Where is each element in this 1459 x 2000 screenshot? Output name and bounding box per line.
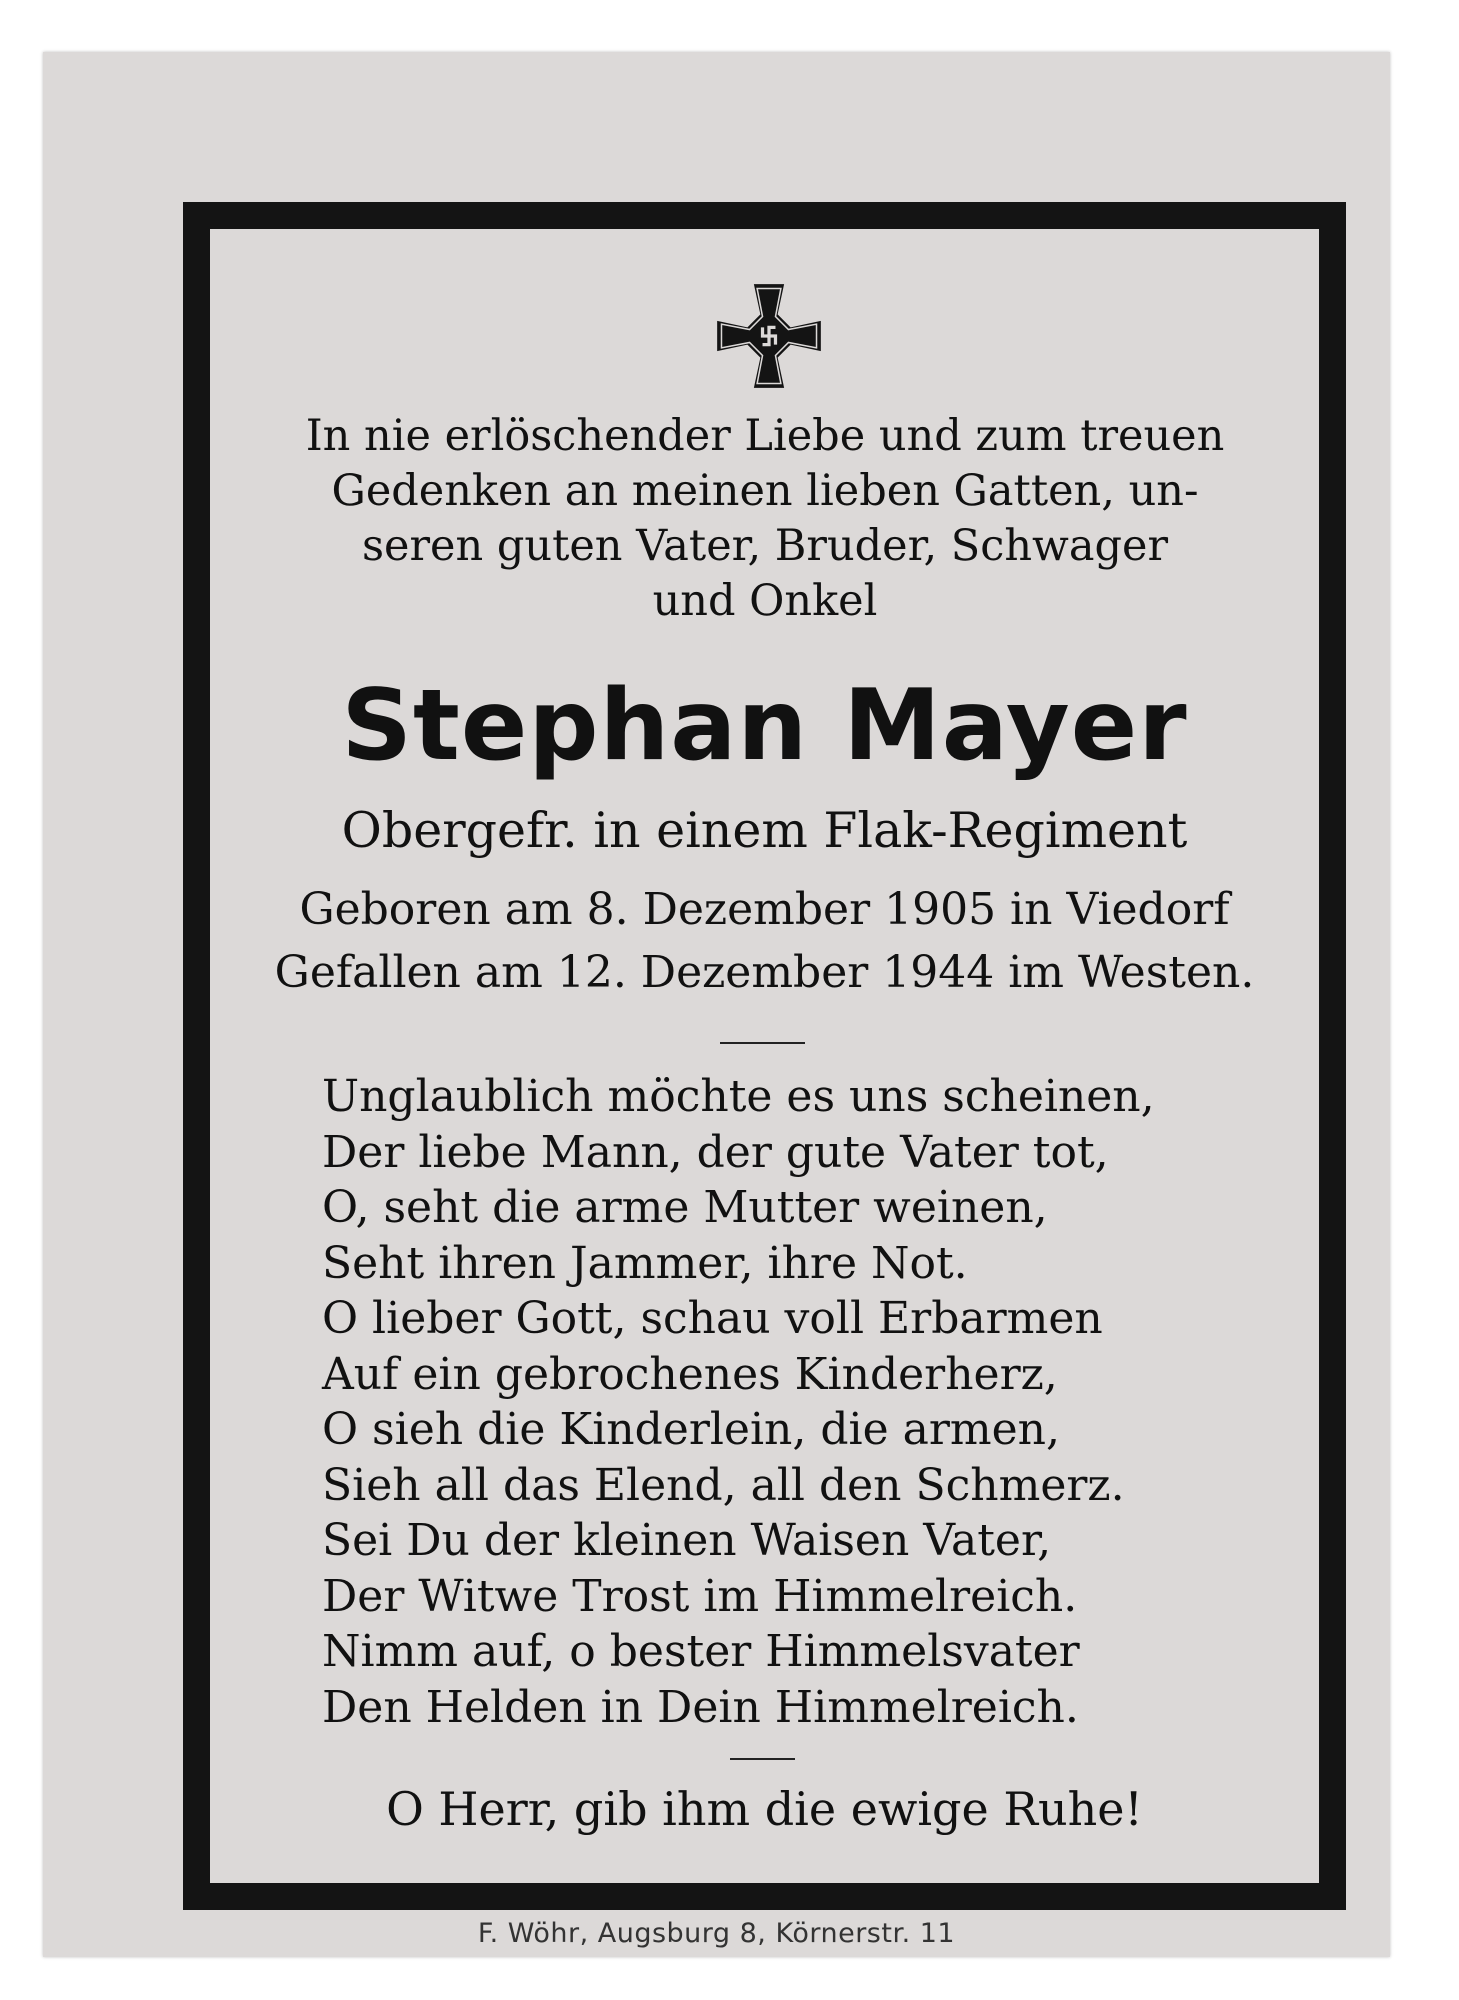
border-top — [183, 202, 1346, 229]
deceased-name: Stephan Mayer — [341, 669, 1188, 783]
poem-line: Nimm auf, o bester Himmelsvater — [322, 1626, 1080, 1677]
poem-line: O sieh die Kinderlein, die armen, — [322, 1404, 1060, 1455]
poem-line: Seht ihren Jammer, ihre Not. — [322, 1237, 968, 1289]
poem-line: Sei Du der kleinen Waisen Vater, — [322, 1515, 1052, 1566]
dedication-line: Gedenken an meinen lieben Gatten, un- — [331, 466, 1199, 516]
poem-line: Der liebe Mann, der gute Vater tot, — [322, 1126, 1109, 1178]
poem-line: Der Witwe Trost im Himmelreich. — [322, 1570, 1078, 1622]
birth-info: Geboren am 8. Dezember 1905 in Viedorf — [299, 884, 1230, 935]
military-rank: Obergefr. in einem Flak-Regiment — [341, 802, 1188, 859]
iron-cross-icon — [715, 282, 823, 390]
poem-line: O, seht die arme Mutter weinen, — [322, 1182, 1048, 1233]
divider — [730, 1758, 795, 1760]
mourning-border — [183, 202, 1346, 1910]
divider — [720, 1042, 805, 1044]
card-content — [210, 229, 1319, 1883]
dedication-line: In nie erlöschender Liebe und zum treuen — [305, 411, 1225, 461]
dedication-line: seren guten Vater, Bruder, Schwager — [361, 521, 1169, 571]
poem-line: Den Helden in Dein Himmelreich. — [322, 1681, 1079, 1733]
closing-prayer: O Herr, gib ihm die ewige Ruhe! — [386, 1782, 1143, 1836]
memorial-poem — [322, 1069, 1222, 1735]
poem-line: Unglaublich möchte es uns scheinen, — [322, 1071, 1155, 1122]
dedication-text — [300, 409, 1230, 629]
poem-line: Auf ein gebrochenes Kinderherz, — [322, 1348, 1058, 1400]
memorial-card — [43, 52, 1390, 1957]
poem-line: Sieh all das Elend, all den Schmerz. — [322, 1459, 1125, 1511]
dedication-line: und Onkel — [652, 576, 878, 626]
poem-line: O lieber Gott, schau voll Erbarmen — [322, 1293, 1103, 1344]
printer-imprint: F. Wöhr, Augsburg 8, Körnerstr. 11 — [477, 1918, 956, 1949]
border-bottom — [183, 1883, 1346, 1910]
border-left — [183, 229, 210, 1883]
death-info: Gefallen am 12. Dezember 1944 im Westen. — [274, 947, 1255, 998]
border-right — [1319, 229, 1346, 1883]
